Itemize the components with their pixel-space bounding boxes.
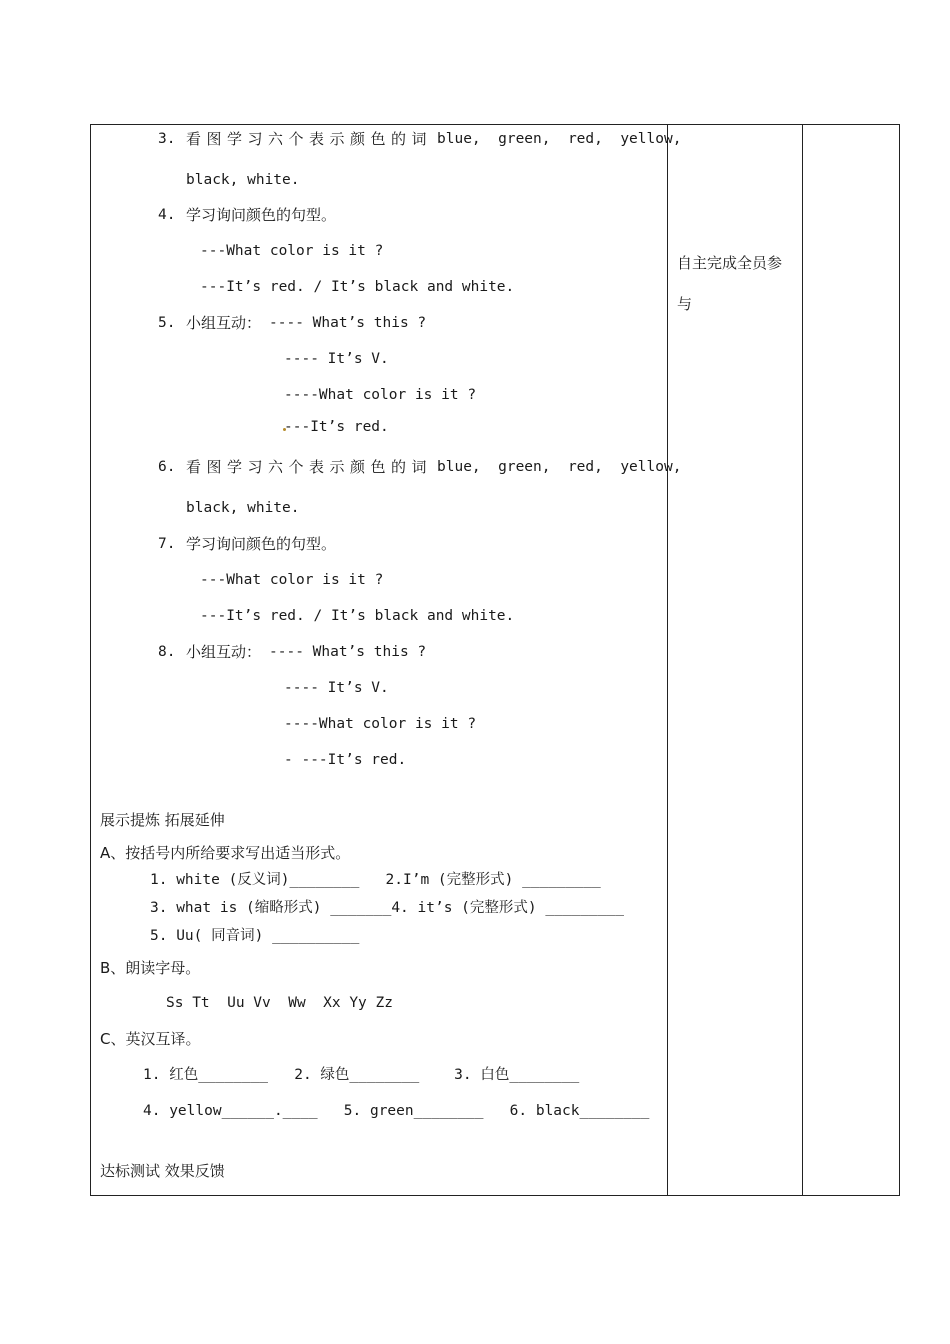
- item-number: 7.: [158, 536, 176, 552]
- exercise-row: 4. yellow______.____ 5. green________ 6. black________: [143, 1103, 650, 1119]
- dialogue-line: ---It’s red. / It’s black and white.: [200, 279, 515, 295]
- item-continuation: black, white.: [186, 172, 300, 188]
- exercise-row: 1. 红色________ 2. 绿色________ 3. 白色________: [143, 1067, 580, 1083]
- side-note-line: 自主完成全员参: [677, 254, 783, 272]
- item-number: 4.: [158, 207, 176, 223]
- column-divider: [802, 125, 803, 1195]
- exercise-row: 1. white (反义词)________ 2.I’m (完整形式) _________: [150, 872, 601, 888]
- exercise-row: 3. what is (缩略形式) _______4. it’s (完整形式) _________: [150, 900, 624, 916]
- side-note-line: 与: [677, 295, 693, 313]
- section-heading: 展示提炼 拓展延伸: [100, 811, 225, 829]
- item-text: 学习询问颜色的句型。: [186, 535, 337, 553]
- item-number: 6.: [158, 459, 176, 475]
- exercise-row: 5. Uu( 同音词) __________: [150, 928, 360, 944]
- item-text-cn: 看图学习六个表示颜色的词: [186, 458, 433, 476]
- dialogue-line: - ---It’s red.: [284, 752, 407, 768]
- item-continuation: black, white.: [186, 500, 300, 516]
- dialogue-line: ---What color is it ?: [200, 572, 384, 588]
- dialogue-line: ---- What’s this ?: [269, 644, 427, 660]
- exercise-title: C、英汉互译。: [100, 1030, 201, 1048]
- dialogue-line: ----What color is it ?: [284, 387, 477, 403]
- exercise-title: B、朗读字母。: [100, 959, 201, 977]
- item-label: 小组互动：: [186, 643, 262, 661]
- letters-line: Ss Tt Uu Vv Ww Xx Yy Zz: [166, 995, 393, 1011]
- item-text-cn: 看图学习六个表示颜色的词: [186, 130, 433, 148]
- column-divider: [667, 125, 668, 1195]
- item-text-en: blue, green, red, yellow,: [437, 459, 682, 475]
- item-label: 小组互动：: [186, 314, 262, 332]
- item-number: 5.: [158, 315, 176, 331]
- dialogue-line: ---It’s red. / It’s black and white.: [200, 608, 515, 624]
- dialogue-line: ---What color is it ?: [200, 243, 384, 259]
- exercise-title: A、按括号内所给要求写出适当形式。: [100, 844, 351, 862]
- item-text-en: blue, green, red, yellow,: [437, 131, 682, 147]
- dialogue-line: ---It’s red.: [284, 419, 389, 435]
- dialogue-line: ---- It’s V.: [284, 351, 389, 367]
- section-heading: 达标测试 效果反馈: [100, 1162, 225, 1180]
- dialogue-line: ---- What’s this ?: [269, 315, 427, 331]
- dialogue-line: ----What color is it ?: [284, 716, 477, 732]
- item-text: 学习询问颜色的句型。: [186, 206, 337, 224]
- dialogue-line: ---- It’s V.: [284, 680, 389, 696]
- item-number: 8.: [158, 644, 176, 660]
- item-number: 3.: [158, 131, 176, 147]
